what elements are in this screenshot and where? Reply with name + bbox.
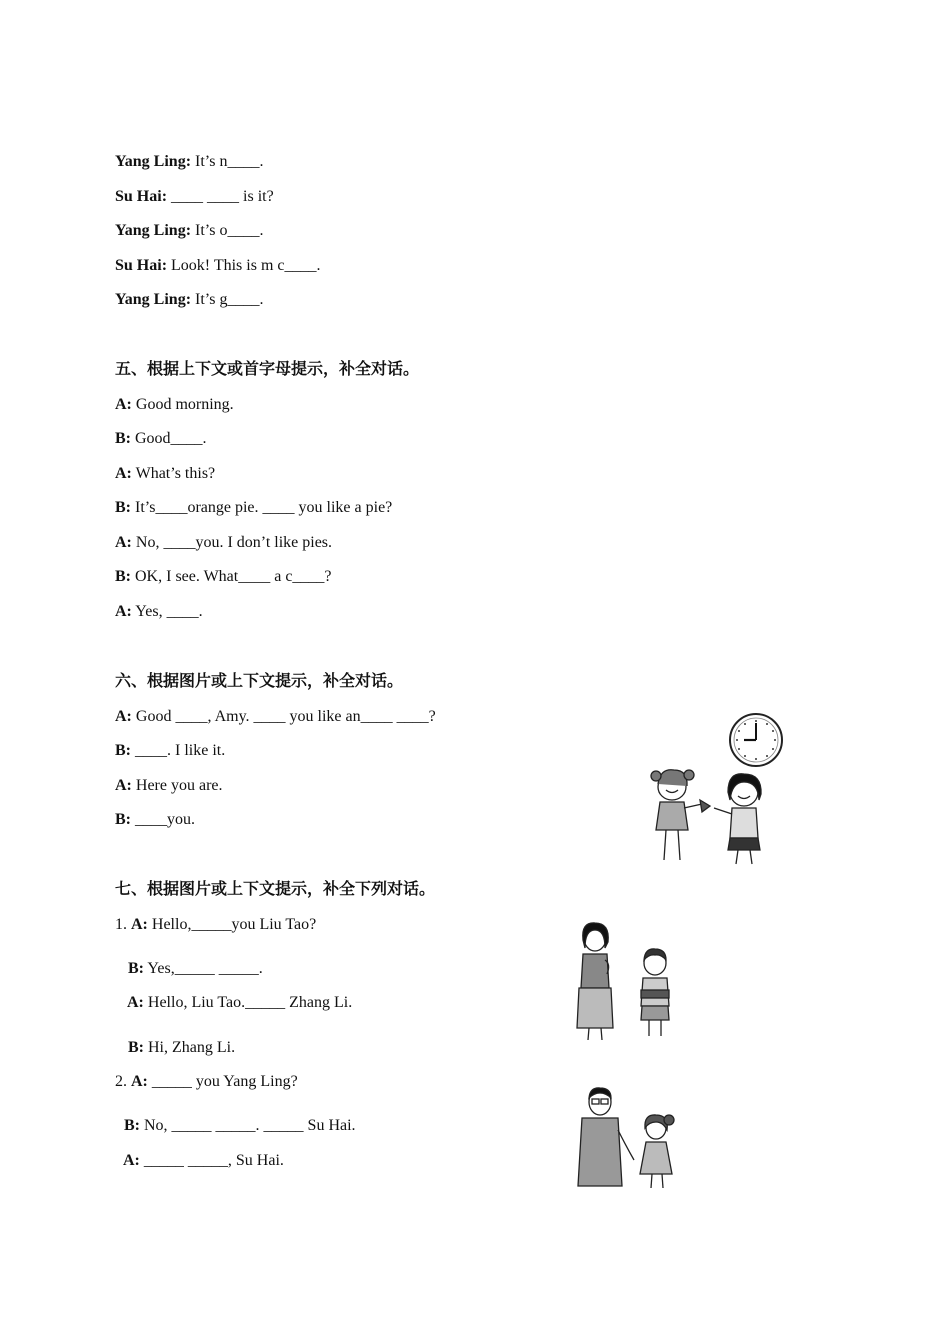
girl-right: [714, 774, 761, 864]
man-and-girl-illustration: [568, 1082, 686, 1190]
man-figure: [578, 1088, 634, 1186]
section-heading: 五、根据上下文或首字母提示，补全对话。: [115, 359, 420, 378]
line-text: No, _____ _____. _____ Su Hai.: [140, 1117, 356, 1134]
dialogue-line: [128, 959, 263, 979]
speaker: B:: [115, 811, 131, 828]
speaker: Yang Ling:: [115, 222, 192, 239]
dialogue-line: [123, 1151, 284, 1171]
speaker: A:: [123, 1152, 140, 1169]
line-text: _____ you Yang Ling?: [147, 1073, 298, 1090]
line-text: It’s____orange pie. ____ you like a pie?: [131, 499, 393, 516]
speaker: Su Hai:: [115, 257, 168, 274]
line-text: No, ____you. I don’t like pies.: [131, 534, 333, 551]
dialogue-line: [124, 1116, 356, 1136]
speaker: A:: [131, 1073, 148, 1090]
question-number: 1.: [115, 916, 131, 933]
dialogue-line: [115, 429, 207, 449]
dialogue-line: [115, 395, 234, 415]
speaker: A:: [115, 708, 132, 725]
speaker: A:: [115, 777, 132, 794]
speaker: B:: [115, 430, 131, 447]
illustration-svg: [568, 1082, 686, 1190]
speaker: B:: [115, 568, 131, 585]
woman-and-boy-illustration: [565, 918, 685, 1043]
dialogue-line: [115, 533, 332, 553]
illustration-svg: [640, 712, 790, 867]
dialogue-line: [115, 741, 225, 761]
section-heading: 七、根据图片或上下文提示，补全下列对话。: [115, 879, 436, 898]
line-text: Hello,_____you Liu Tao?: [147, 916, 317, 933]
dialogue-line: [115, 567, 332, 587]
line-text: Good morning.: [131, 396, 234, 413]
boy-figure: [641, 949, 669, 1036]
line-text: OK, I see. What____ a c____?: [131, 568, 332, 585]
dialogue-line: [115, 152, 263, 172]
line-text: Here you are.: [131, 777, 223, 794]
dialogue-line: [115, 498, 392, 518]
speaker: A:: [115, 534, 132, 551]
speaker: A:: [131, 916, 148, 933]
dialogue-line: [115, 602, 203, 622]
line-text: What’s this?: [131, 465, 216, 482]
clock-icon: [730, 714, 782, 766]
line-text: Good____.: [131, 430, 207, 447]
line-text: Yes, ____.: [131, 603, 203, 620]
woman-figure: [577, 923, 613, 1040]
dialogue-line: [115, 776, 223, 796]
speaker: B:: [128, 960, 144, 977]
dialogue-line: [115, 290, 263, 310]
speaker: A:: [127, 994, 144, 1011]
question-number: 2.: [115, 1073, 131, 1090]
dialogue-line: [115, 187, 274, 207]
line-text: Hi, Zhang Li.: [144, 1039, 236, 1056]
line-text: It’s n____.: [191, 153, 264, 170]
speaker: B:: [115, 742, 131, 759]
section-heading: 六、根据图片或上下文提示，补全对话。: [115, 671, 404, 690]
dialogue-line: [115, 810, 195, 830]
speaker: Su Hai:: [115, 188, 168, 205]
speaker: B:: [128, 1039, 144, 1056]
dialogue-line: [115, 707, 436, 727]
speaker: Yang Ling:: [115, 291, 192, 308]
line-text: ____ ____ is it?: [167, 188, 274, 205]
dialogue-line: [115, 1072, 298, 1092]
line-text: Good ____, Amy. ____ you like an____ ____?: [131, 708, 436, 725]
dialogue-line: [115, 256, 321, 276]
line-text: Yes,_____ _____.: [144, 960, 263, 977]
dialogue-line: [115, 464, 215, 484]
dialogue-line: [115, 221, 263, 241]
girl-left: [651, 770, 710, 860]
girl-figure: [640, 1115, 674, 1188]
line-text: ____. I like it.: [131, 742, 226, 759]
line-text: It’s g____.: [191, 291, 264, 308]
speaker: B:: [115, 499, 131, 516]
dialogue-line: [115, 915, 316, 935]
speaker: B:: [124, 1117, 140, 1134]
line-text: Hello, Liu Tao._____ Zhang Li.: [143, 994, 353, 1011]
clock-and-girls-illustration: [640, 712, 790, 867]
illustration-svg: [565, 918, 685, 1043]
line-text: _____ _____, Su Hai.: [139, 1152, 284, 1169]
line-text: ____you.: [131, 811, 195, 828]
dialogue-line: [128, 1038, 235, 1058]
speaker: Yang Ling:: [115, 153, 192, 170]
dialogue-line: [127, 993, 352, 1013]
speaker: A:: [115, 603, 132, 620]
speaker: A:: [115, 465, 132, 482]
line-text: Look! This is m c____.: [167, 257, 321, 274]
line-text: It’s o____.: [191, 222, 264, 239]
speaker: A:: [115, 396, 132, 413]
